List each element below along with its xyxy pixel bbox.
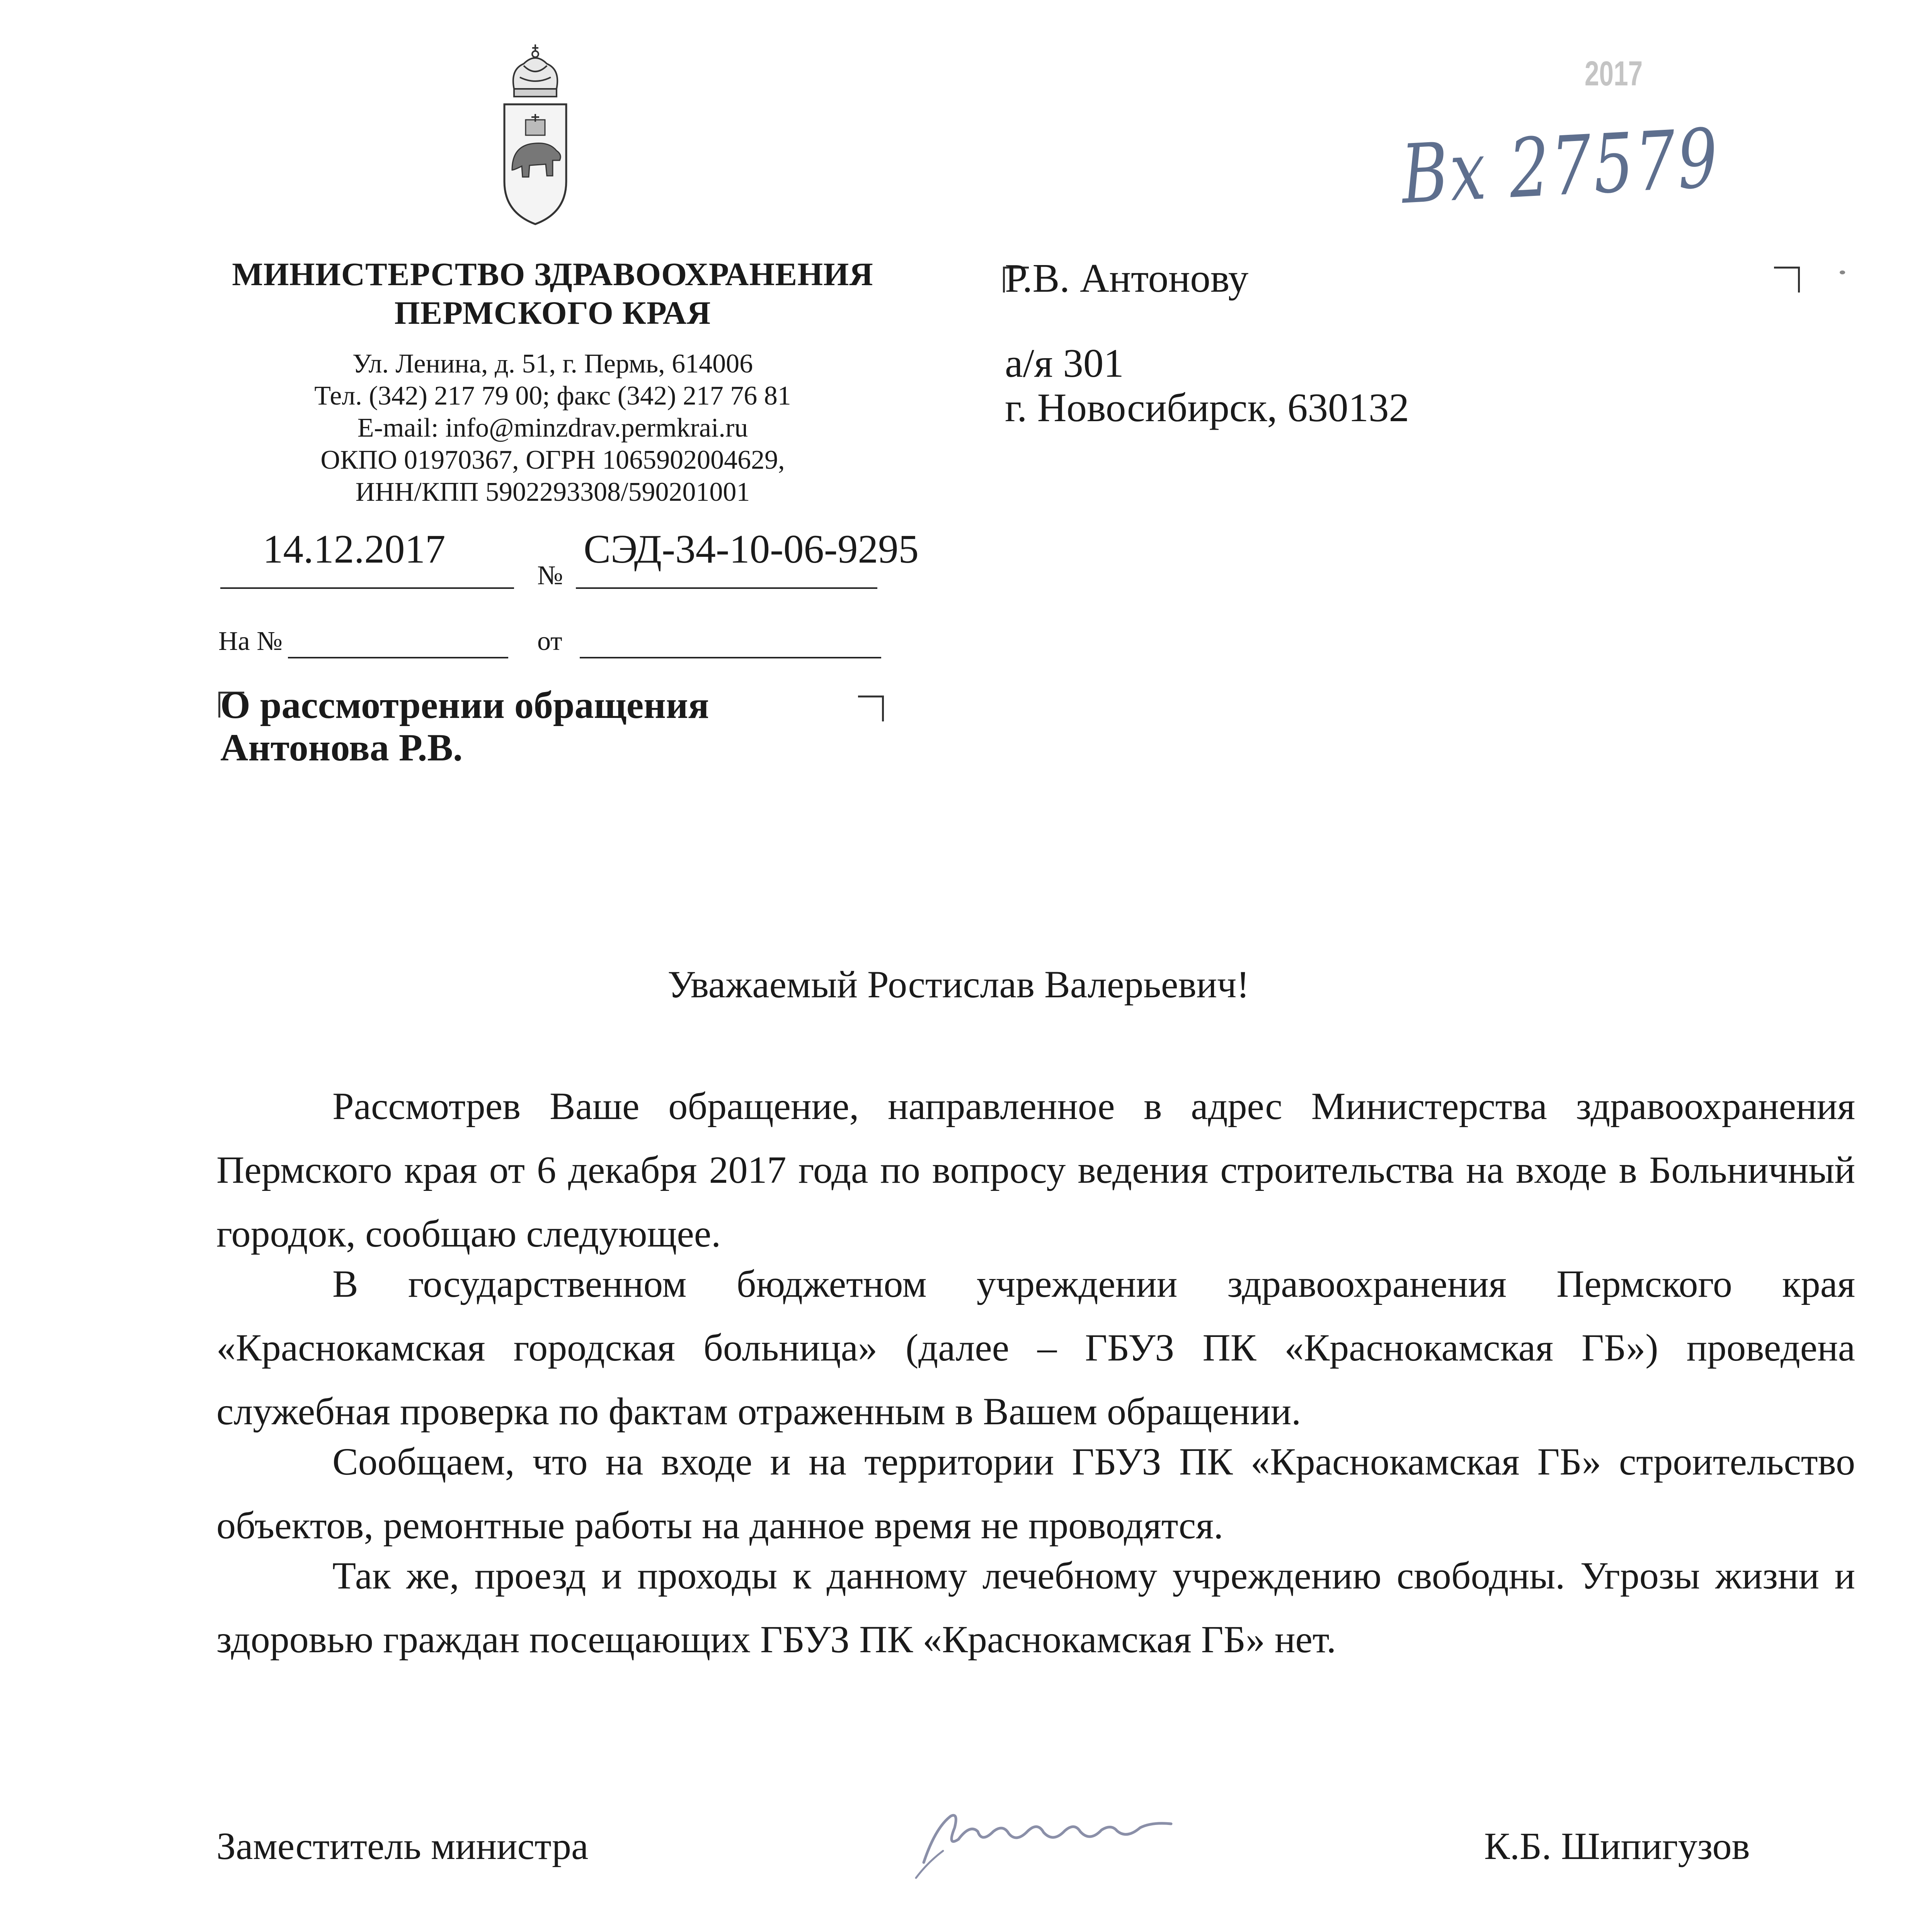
number-sign: № bbox=[537, 561, 563, 590]
recipient-city: г. Новосибирск, 630132 bbox=[1005, 385, 1410, 430]
handwritten-signature bbox=[901, 1785, 1210, 1886]
ministry-phone: Тел. (342) 217 79 00; факс (342) 217 76 81 bbox=[314, 381, 791, 411]
body-paragraph: Так же, проезд и проходы к данному лечебному учреждению свободны. Угрозы жизни и здоровью граждан посещающих ГБУЗ ПК «Краснокамская ГБ» нет. bbox=[216, 1554, 1855, 1661]
coat-of-arms-icon bbox=[495, 43, 576, 236]
subject-name: Антонова Р.В. bbox=[220, 726, 463, 769]
ministry-inn: ИНН/КПП 5902293308/590201001 bbox=[355, 477, 750, 507]
from-label: от bbox=[537, 626, 562, 656]
recipient-name: Р.В. Антонову bbox=[1005, 255, 1249, 301]
from-line bbox=[580, 657, 881, 658]
number-underline bbox=[576, 587, 877, 589]
incoming-number-handwritten: Вх 27579 bbox=[1399, 111, 1722, 222]
recipient-corner-mark bbox=[1774, 267, 1800, 293]
ministry-region: ПЕРМСКОГО КРАЯ bbox=[394, 295, 711, 331]
date-underline bbox=[220, 587, 514, 589]
reply-to-line bbox=[288, 657, 508, 658]
document-number: СЭД-34-10-06-9295 bbox=[584, 526, 919, 571]
greeting: Уважаемый Ростислав Валерьевич! bbox=[667, 963, 1250, 1006]
reply-to-label: На № bbox=[218, 626, 283, 656]
recipient-po-box: а/я 301 bbox=[1005, 340, 1124, 386]
subject-corner-mark bbox=[858, 696, 884, 721]
body-paragraph: Сообщаем, что на входе и на территории ГБУЗ ПК «Краснокамская ГБ» строительство объектов, ремонтные работы на данное время не проводятся. bbox=[216, 1440, 1855, 1547]
ministry-email: E-mail: info@minzdrav.permkrai.ru bbox=[357, 413, 748, 443]
signer-name: К.Б. Шипигузов bbox=[1484, 1825, 1750, 1867]
ministry-okpo: ОКПО 01970367, ОГРН 1065902004629, bbox=[320, 445, 785, 475]
ministry-address: Ул. Ленина, д. 51, г. Пермь, 614006 bbox=[352, 349, 753, 379]
subject-title: О рассмотрении обращения bbox=[220, 684, 709, 726]
ministry-name: МИНИСТЕРСТВО ЗДРАВООХРАНЕНИЯ bbox=[232, 256, 873, 293]
scan-speck bbox=[1840, 270, 1845, 274]
body-paragraph: В государственном бюджетном учреждении здравоохранения Пермского края «Краснокамская городская больница» (далее – ГБУЗ ПК «Краснокамская ГБ») проведена служебная проверка по фактам отраженным в Вашем обращении. bbox=[216, 1262, 1855, 1433]
signer-title: Заместитель министра bbox=[216, 1825, 589, 1867]
document-date: 14.12.2017 bbox=[263, 526, 446, 571]
stamp-date: 2017 bbox=[1585, 54, 1643, 93]
body-paragraph: Рассмотрев Ваше обращение, направленное в адрес Министерства здравоохранения Пермского края от 6 декабря 2017 года по вопросу ведения строительства на входе в Больничный городок, сообщаю следующее. bbox=[216, 1085, 1855, 1255]
